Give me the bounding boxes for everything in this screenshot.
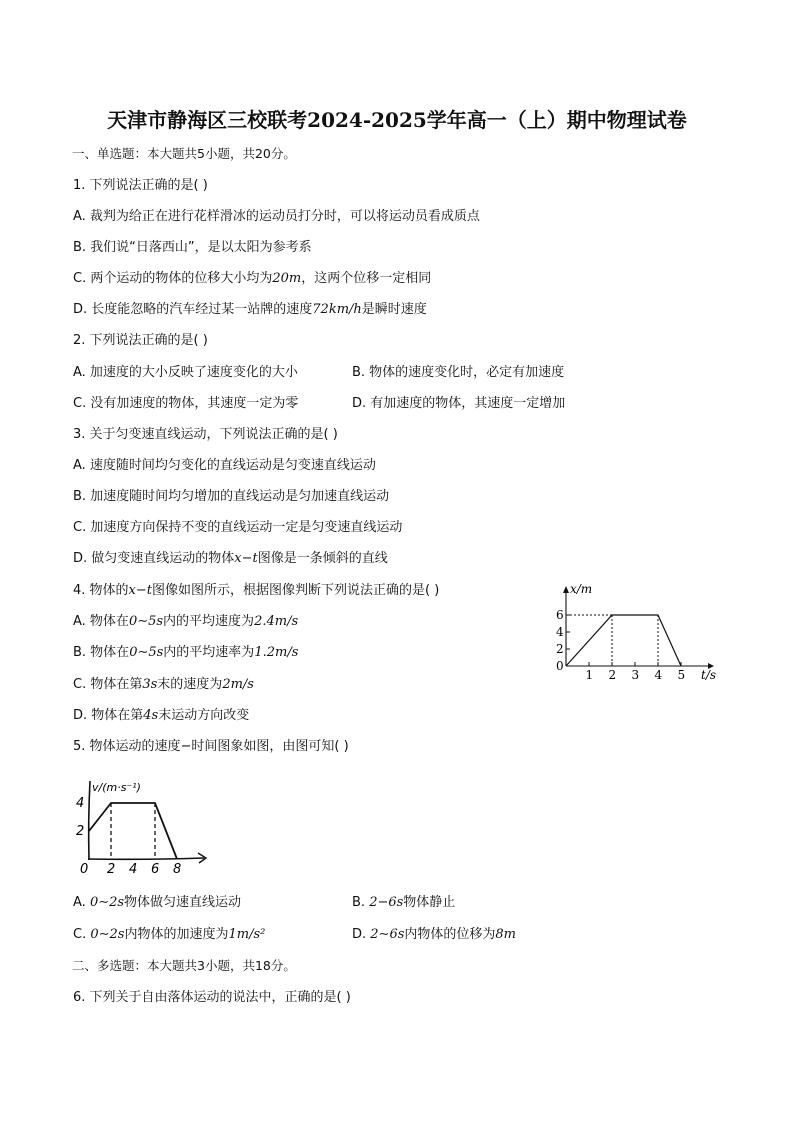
math: x−t [128,583,152,598]
question-2-stem: 2. 下列说法正确的是( ) [73,333,208,348]
math: 3s [142,677,158,692]
question-3-stem: 3. 关于匀变速直线运动，下列说法正确的是( ) [73,427,338,442]
text: B. 物体在 [73,645,130,660]
question-3-option-a[interactable]: A. 速度随时间均匀变化的直线运动是匀变速直线运动 [73,458,376,473]
question-5-stem: 5. 物体运动的速度−时间图象如图，由图可知( ) [73,739,349,754]
math: 72km/h [312,302,362,317]
math: 2−6s [369,895,404,910]
math: 0∼5s [128,614,164,629]
question-3-option-d[interactable] [73,551,388,567]
text: 是瞬时速度 [361,302,427,317]
x-tick-label: 2 [107,862,116,875]
math: 0∼2s [90,927,125,942]
text: 图像如图所示，根据图像判断下列说法正确的是( ) [152,583,440,598]
y-tick-label: 0 [80,862,89,875]
text: 物体静止 [403,895,456,910]
text: 物体做匀速直线运动 [124,895,242,910]
section-heading-multi-choice: 二、多选题：本大题共3小题，共18分。 [72,958,296,973]
text: D. [352,927,371,942]
x-axis [88,858,204,859]
x-tick-label: 3 [631,668,640,682]
question-1-option-c[interactable] [73,271,431,287]
text: 内的平均速度为 [163,614,255,629]
question-1-stem: 1. 下列说法正确的是( ) [73,178,208,193]
text: 内物体的位移为 [404,927,496,942]
text: D. 长度能忽略的汽车经过某一站牌的速度 [73,302,313,317]
text: D. 物体在第 [73,708,144,723]
math: 2.4m/s [254,614,299,629]
xt-graph [548,582,723,682]
question-4-option-d[interactable] [73,708,249,724]
math: 0∼5s [129,645,164,660]
question-1-option-a[interactable]: A. 裁判为给正在进行花样滑冰的运动员打分时，可以将运动员看成质点 [73,209,480,224]
y-tick-label: 4 [556,625,564,639]
question-4-stem [73,583,439,599]
question-4-option-b[interactable] [73,645,298,661]
math: 4s [143,708,159,723]
y-tick-label: 0 [556,659,564,673]
x-tick-label: 1 [585,668,594,682]
vt-graph [72,775,217,875]
vt-series-line [89,803,177,859]
math: x−t [234,551,258,566]
text: 图像是一条倾斜的直线 [257,551,388,566]
question-2-option-a[interactable]: A. 加速度的大小反映了速度变化的大小 [73,365,298,380]
y-tick-label: 6 [556,608,564,622]
y-axis-arrow [563,586,569,593]
question-5-option-b[interactable] [352,895,455,911]
text: A. 物体在 [73,614,129,629]
text: A. [73,895,90,910]
math: 2∼6s [370,927,405,942]
math: 2m/s [222,677,254,692]
question-2-option-d[interactable]: D. 有加速度的物体，其速度一定增加 [352,396,566,411]
question-4-option-c[interactable] [73,677,254,693]
question-4-option-a[interactable] [73,614,298,630]
x-tick-label: 4 [129,862,138,875]
math: 1m/s² [228,927,266,942]
y-axis-label: x/m [570,582,593,596]
y-tick-label: 4 [76,796,85,811]
xt-series-line [566,615,681,666]
question-5-option-d[interactable] [352,927,516,943]
question-3-option-c[interactable]: C. 加速度方向保持不变的直线运动一定是匀变速直线运动 [73,520,403,535]
text: ，这两个位移一定相同 [301,271,432,286]
question-5-option-a[interactable] [73,895,241,911]
question-5-option-c[interactable] [73,927,265,943]
text: 内物体的加速度为 [124,927,229,942]
x-tick-label: 6 [151,862,160,875]
x-tick-label: 8 [173,862,182,875]
text: 末运动方向改变 [158,708,250,723]
question-1-option-b[interactable]: B. 我们说“日落西山”，是以太阳为参考系 [73,240,312,255]
text: C. 两个运动的物体的位移大小均为 [73,271,273,286]
text: 4. 物体的 [73,583,129,598]
x-tick-label: 5 [677,668,686,682]
question-1-option-d[interactable] [73,302,427,318]
text: 内的平均速率为 [163,645,255,660]
math: 8m [495,927,517,942]
text: B. [352,895,370,910]
y-tick-label: 2 [76,824,85,839]
text: D. 做匀变速直线运动的物体 [73,551,235,566]
question-3-option-b[interactable]: B. 加速度随时间均匀增加的直线运动是匀加速直线运动 [73,489,390,504]
y-axis [89,781,90,860]
section-heading-single-choice: 一、单选题：本大题共5小题，共20分。 [72,146,296,161]
question-6-stem: 6. 下列关于自由落体运动的说法中，正确的是( ) [73,990,351,1005]
page-title: 天津市静海区三校联考2024-2025学年高一（上）期中物理试卷 [107,108,687,132]
question-2-option-b[interactable]: B. 物体的速度变化时，必定有加速度 [352,365,565,380]
math: 0∼2s [89,895,125,910]
y-tick-label: 2 [556,642,564,656]
text: C. [73,927,91,942]
x-axis-label: t/s [701,668,717,682]
x-tick-label: 4 [654,668,663,682]
x-tick-label: 2 [608,668,617,682]
question-2-option-c[interactable]: C. 没有加速度的物体，其速度一定为零 [73,396,299,411]
math: 1.2m/s [254,645,299,660]
text: C. 物体在第 [73,677,143,692]
math: 20m [272,271,302,286]
text: 末的速度为 [157,677,223,692]
y-axis-label: v/(m·s⁻¹) [92,781,141,794]
